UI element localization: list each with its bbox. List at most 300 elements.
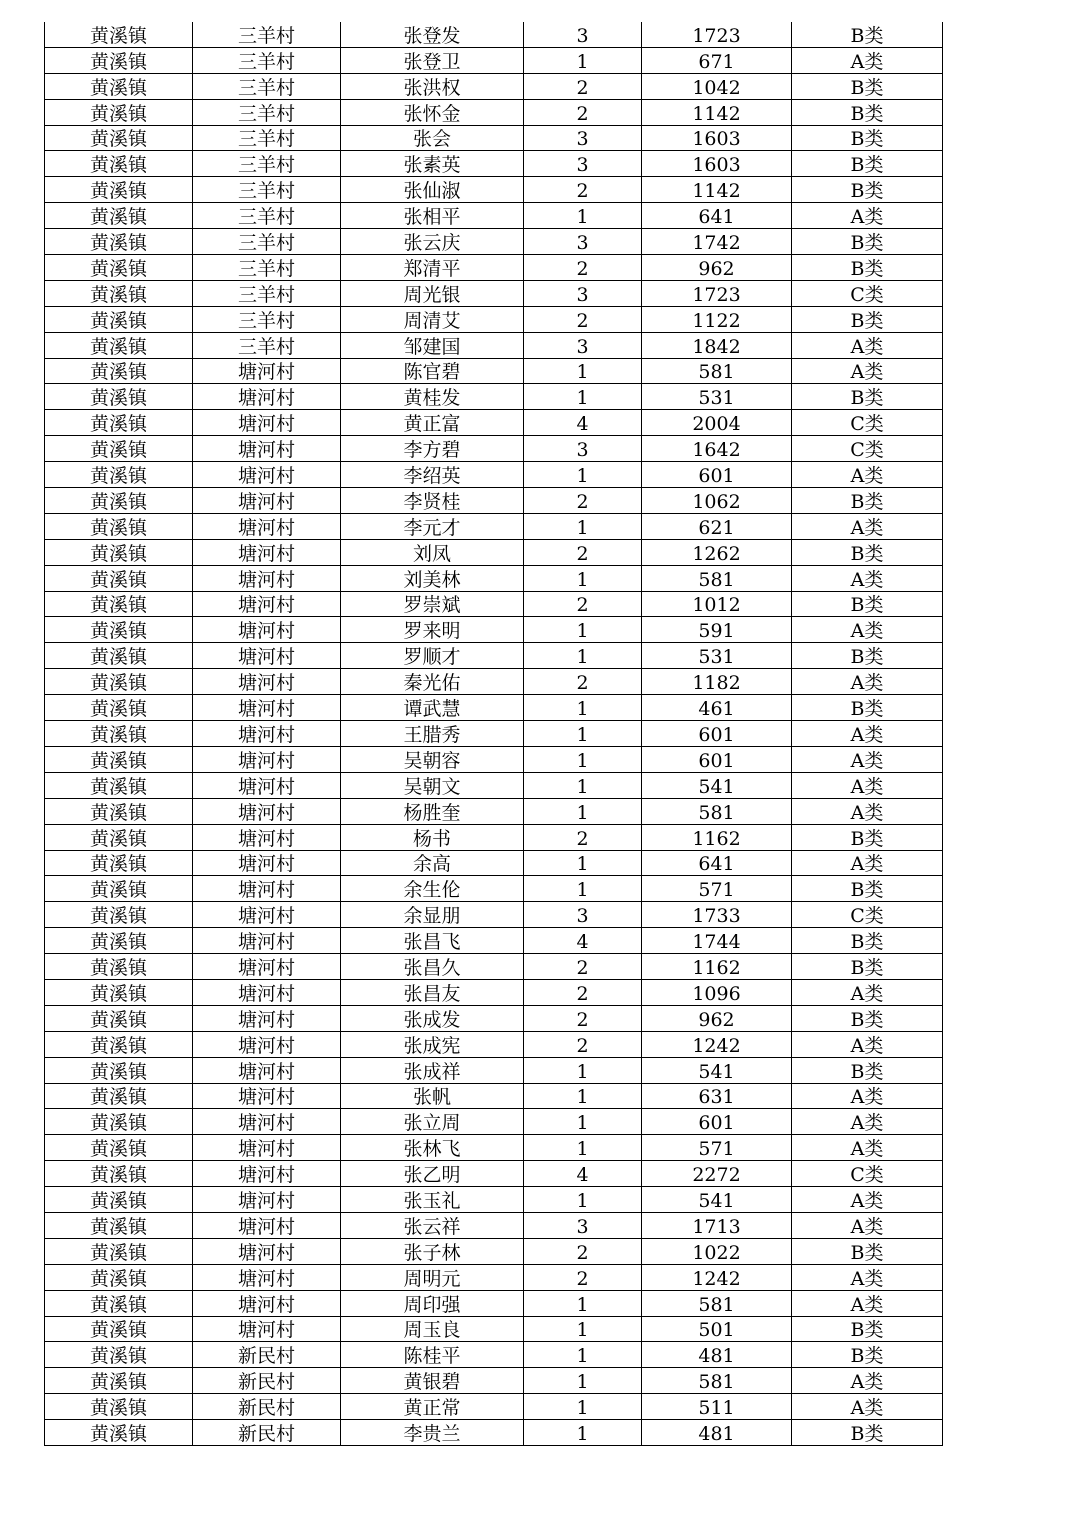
table-row	[45, 1290, 943, 1316]
town-cell: 黄溪镇	[45, 1083, 193, 1109]
name-cell: 张子林	[341, 1238, 524, 1264]
village-cell: 塘河村	[193, 358, 341, 384]
name-cell: 黄桂发	[341, 384, 524, 410]
table-row	[45, 772, 943, 798]
village-cell: 三羊村	[193, 125, 341, 151]
count-cell: 1	[524, 772, 642, 798]
name-cell: 张相平	[341, 203, 524, 229]
table-row	[45, 229, 943, 255]
category-cell: B类	[792, 73, 943, 99]
count-cell: 2	[524, 1005, 642, 1031]
name-cell: 郑清平	[341, 255, 524, 281]
table-row	[45, 255, 943, 281]
count-cell: 2	[524, 591, 642, 617]
name-cell: 陈官碧	[341, 358, 524, 384]
amount-cell: 481	[642, 1420, 792, 1446]
town-cell: 黄溪镇	[45, 1342, 193, 1368]
category-cell: B类	[792, 1316, 943, 1342]
village-cell: 塘河村	[193, 1290, 341, 1316]
name-cell: 张云祥	[341, 1212, 524, 1238]
village-cell: 三羊村	[193, 177, 341, 203]
category-cell: B类	[792, 255, 943, 281]
count-cell: 2	[524, 954, 642, 980]
amount-cell: 571	[642, 1135, 792, 1161]
table-row	[45, 746, 943, 772]
amount-cell: 571	[642, 876, 792, 902]
town-cell: 黄溪镇	[45, 1161, 193, 1187]
table-row	[45, 565, 943, 591]
amount-cell: 1723	[642, 280, 792, 306]
town-cell: 黄溪镇	[45, 151, 193, 177]
count-cell: 1	[524, 850, 642, 876]
category-cell: B类	[792, 824, 943, 850]
village-cell: 新民村	[193, 1368, 341, 1394]
amount-cell: 581	[642, 798, 792, 824]
village-cell: 三羊村	[193, 22, 341, 47]
name-cell: 余生伦	[341, 876, 524, 902]
village-cell: 塘河村	[193, 1135, 341, 1161]
town-cell: 黄溪镇	[45, 229, 193, 255]
village-cell: 塘河村	[193, 850, 341, 876]
count-cell: 1	[524, 617, 642, 643]
count-cell: 2	[524, 73, 642, 99]
town-cell: 黄溪镇	[45, 565, 193, 591]
village-cell: 塘河村	[193, 695, 341, 721]
name-cell: 黄正常	[341, 1394, 524, 1420]
data-table	[44, 22, 943, 1446]
count-cell: 1	[524, 1420, 642, 1446]
village-cell: 塘河村	[193, 1187, 341, 1213]
town-cell: 黄溪镇	[45, 617, 193, 643]
category-cell: B类	[792, 1420, 943, 1446]
amount-cell: 541	[642, 1057, 792, 1083]
category-cell: A类	[792, 1031, 943, 1057]
name-cell: 张登卫	[341, 47, 524, 73]
village-cell: 塘河村	[193, 1238, 341, 1264]
count-cell: 2	[524, 669, 642, 695]
village-cell: 新民村	[193, 1342, 341, 1368]
village-cell: 三羊村	[193, 99, 341, 125]
village-cell: 新民村	[193, 1420, 341, 1446]
amount-cell: 541	[642, 772, 792, 798]
village-cell: 塘河村	[193, 539, 341, 565]
table-row	[45, 928, 943, 954]
amount-cell: 1713	[642, 1212, 792, 1238]
amount-cell: 1162	[642, 824, 792, 850]
town-cell: 黄溪镇	[45, 979, 193, 1005]
count-cell: 1	[524, 1109, 642, 1135]
town-cell: 黄溪镇	[45, 721, 193, 747]
count-cell: 2	[524, 979, 642, 1005]
town-cell: 黄溪镇	[45, 1135, 193, 1161]
amount-cell: 591	[642, 617, 792, 643]
count-cell: 1	[524, 1290, 642, 1316]
amount-cell: 1012	[642, 591, 792, 617]
amount-cell: 641	[642, 203, 792, 229]
name-cell: 张会	[341, 125, 524, 151]
table-row	[45, 1368, 943, 1394]
town-cell: 黄溪镇	[45, 1368, 193, 1394]
category-cell: B类	[792, 928, 943, 954]
count-cell: 1	[524, 746, 642, 772]
village-cell: 三羊村	[193, 332, 341, 358]
category-cell: A类	[792, 721, 943, 747]
amount-cell: 1162	[642, 954, 792, 980]
amount-cell: 2272	[642, 1161, 792, 1187]
category-cell: B类	[792, 643, 943, 669]
town-cell: 黄溪镇	[45, 1005, 193, 1031]
count-cell: 2	[524, 255, 642, 281]
name-cell: 邹建国	[341, 332, 524, 358]
name-cell: 罗来明	[341, 617, 524, 643]
name-cell: 李贤桂	[341, 488, 524, 514]
name-cell: 余显朋	[341, 902, 524, 928]
town-cell: 黄溪镇	[45, 1212, 193, 1238]
table-row	[45, 902, 943, 928]
count-cell: 1	[524, 1083, 642, 1109]
category-cell: B类	[792, 384, 943, 410]
village-cell: 三羊村	[193, 229, 341, 255]
village-cell: 新民村	[193, 1394, 341, 1420]
amount-cell: 1142	[642, 177, 792, 203]
amount-cell: 511	[642, 1394, 792, 1420]
count-cell: 3	[524, 902, 642, 928]
category-cell: A类	[792, 1212, 943, 1238]
amount-cell: 531	[642, 643, 792, 669]
village-cell: 塘河村	[193, 1057, 341, 1083]
village-cell: 塘河村	[193, 772, 341, 798]
count-cell: 1	[524, 1316, 642, 1342]
table-row	[45, 1187, 943, 1213]
category-cell: A类	[792, 47, 943, 73]
name-cell: 罗崇斌	[341, 591, 524, 617]
category-cell: A类	[792, 746, 943, 772]
town-cell: 黄溪镇	[45, 591, 193, 617]
town-cell: 黄溪镇	[45, 1031, 193, 1057]
count-cell: 1	[524, 47, 642, 73]
count-cell: 2	[524, 1031, 642, 1057]
village-cell: 塘河村	[193, 721, 341, 747]
count-cell: 1	[524, 358, 642, 384]
village-cell: 塘河村	[193, 384, 341, 410]
name-cell: 张林飞	[341, 1135, 524, 1161]
table-row	[45, 591, 943, 617]
amount-cell: 1142	[642, 99, 792, 125]
table-row	[45, 1109, 943, 1135]
amount-cell: 1242	[642, 1031, 792, 1057]
category-cell: B类	[792, 539, 943, 565]
table-row	[45, 332, 943, 358]
name-cell: 张帆	[341, 1083, 524, 1109]
amount-cell: 601	[642, 462, 792, 488]
name-cell: 李绍英	[341, 462, 524, 488]
category-cell: A类	[792, 669, 943, 695]
table-row	[45, 1394, 943, 1420]
village-cell: 塘河村	[193, 1109, 341, 1135]
table-row	[45, 410, 943, 436]
village-cell: 三羊村	[193, 306, 341, 332]
village-cell: 塘河村	[193, 462, 341, 488]
town-cell: 黄溪镇	[45, 255, 193, 281]
village-cell: 塘河村	[193, 591, 341, 617]
table-row	[45, 1031, 943, 1057]
village-cell: 塘河村	[193, 746, 341, 772]
table-row	[45, 1005, 943, 1031]
category-cell: A类	[792, 332, 943, 358]
name-cell: 吴朝文	[341, 772, 524, 798]
count-cell: 1	[524, 695, 642, 721]
table-row	[45, 617, 943, 643]
name-cell: 黄银碧	[341, 1368, 524, 1394]
town-cell: 黄溪镇	[45, 332, 193, 358]
amount-cell: 621	[642, 513, 792, 539]
amount-cell: 1122	[642, 306, 792, 332]
town-cell: 黄溪镇	[45, 876, 193, 902]
village-cell: 塘河村	[193, 565, 341, 591]
table-row	[45, 73, 943, 99]
village-cell: 塘河村	[193, 928, 341, 954]
table-row	[45, 1057, 943, 1083]
name-cell: 张玉礼	[341, 1187, 524, 1213]
amount-cell: 461	[642, 695, 792, 721]
town-cell: 黄溪镇	[45, 1109, 193, 1135]
table-row	[45, 1238, 943, 1264]
name-cell: 周印强	[341, 1290, 524, 1316]
village-cell: 塘河村	[193, 979, 341, 1005]
village-cell: 塘河村	[193, 1161, 341, 1187]
table-row	[45, 669, 943, 695]
name-cell: 张登发	[341, 22, 524, 47]
amount-cell: 601	[642, 746, 792, 772]
count-cell: 1	[524, 721, 642, 747]
name-cell: 余高	[341, 850, 524, 876]
category-cell: A类	[792, 979, 943, 1005]
amount-cell: 601	[642, 1109, 792, 1135]
village-cell: 塘河村	[193, 1316, 341, 1342]
name-cell: 周玉良	[341, 1316, 524, 1342]
town-cell: 黄溪镇	[45, 928, 193, 954]
category-cell: B类	[792, 1057, 943, 1083]
town-cell: 黄溪镇	[45, 902, 193, 928]
amount-cell: 1042	[642, 73, 792, 99]
category-cell: B类	[792, 695, 943, 721]
count-cell: 1	[524, 462, 642, 488]
count-cell: 3	[524, 1212, 642, 1238]
name-cell: 周光银	[341, 280, 524, 306]
table-row	[45, 177, 943, 203]
table-row	[45, 151, 943, 177]
category-cell: B类	[792, 1342, 943, 1368]
category-cell: A类	[792, 203, 943, 229]
amount-cell: 1242	[642, 1264, 792, 1290]
table-row	[45, 1264, 943, 1290]
town-cell: 黄溪镇	[45, 798, 193, 824]
name-cell: 周清艾	[341, 306, 524, 332]
table-row	[45, 1135, 943, 1161]
amount-cell: 1744	[642, 928, 792, 954]
category-cell: C类	[792, 902, 943, 928]
category-cell: C类	[792, 1161, 943, 1187]
table-row	[45, 1212, 943, 1238]
name-cell: 秦光佑	[341, 669, 524, 695]
category-cell: A类	[792, 513, 943, 539]
count-cell: 2	[524, 1238, 642, 1264]
count-cell: 4	[524, 928, 642, 954]
count-cell: 1	[524, 203, 642, 229]
name-cell: 张昌友	[341, 979, 524, 1005]
category-cell: B类	[792, 99, 943, 125]
amount-cell: 1733	[642, 902, 792, 928]
amount-cell: 1096	[642, 979, 792, 1005]
amount-cell: 1642	[642, 436, 792, 462]
count-cell: 4	[524, 1161, 642, 1187]
table-row	[45, 306, 943, 332]
table-row	[45, 824, 943, 850]
table-row	[45, 539, 943, 565]
name-cell: 张云庆	[341, 229, 524, 255]
amount-cell: 631	[642, 1083, 792, 1109]
table-row	[45, 876, 943, 902]
village-cell: 塘河村	[193, 1005, 341, 1031]
name-cell: 罗顺才	[341, 643, 524, 669]
town-cell: 黄溪镇	[45, 1238, 193, 1264]
category-cell: B类	[792, 1238, 943, 1264]
town-cell: 黄溪镇	[45, 954, 193, 980]
village-cell: 塘河村	[193, 669, 341, 695]
category-cell: A类	[792, 358, 943, 384]
amount-cell: 1723	[642, 22, 792, 47]
town-cell: 黄溪镇	[45, 462, 193, 488]
count-cell: 1	[524, 1342, 642, 1368]
category-cell: A类	[792, 462, 943, 488]
village-cell: 塘河村	[193, 488, 341, 514]
category-cell: A类	[792, 617, 943, 643]
town-cell: 黄溪镇	[45, 1187, 193, 1213]
town-cell: 黄溪镇	[45, 513, 193, 539]
table-row	[45, 488, 943, 514]
name-cell: 周明元	[341, 1264, 524, 1290]
amount-cell: 2004	[642, 410, 792, 436]
town-cell: 黄溪镇	[45, 1394, 193, 1420]
amount-cell: 581	[642, 1290, 792, 1316]
amount-cell: 1842	[642, 332, 792, 358]
amount-cell: 501	[642, 1316, 792, 1342]
category-cell: A类	[792, 1264, 943, 1290]
table-row	[45, 721, 943, 747]
count-cell: 1	[524, 643, 642, 669]
village-cell: 塘河村	[193, 798, 341, 824]
table-row	[45, 954, 943, 980]
table-row	[45, 384, 943, 410]
name-cell: 张成宪	[341, 1031, 524, 1057]
table-row	[45, 203, 943, 229]
village-cell: 塘河村	[193, 643, 341, 669]
table-row	[45, 695, 943, 721]
name-cell: 杨胜奎	[341, 798, 524, 824]
count-cell: 2	[524, 1264, 642, 1290]
table-row	[45, 798, 943, 824]
town-cell: 黄溪镇	[45, 643, 193, 669]
table-row	[45, 1316, 943, 1342]
town-cell: 黄溪镇	[45, 1057, 193, 1083]
count-cell: 2	[524, 488, 642, 514]
town-cell: 黄溪镇	[45, 280, 193, 306]
name-cell: 张怀金	[341, 99, 524, 125]
table-row	[45, 47, 943, 73]
village-cell: 塘河村	[193, 1031, 341, 1057]
town-cell: 黄溪镇	[45, 695, 193, 721]
table-row	[45, 280, 943, 306]
village-cell: 塘河村	[193, 410, 341, 436]
count-cell: 2	[524, 99, 642, 125]
table-row	[45, 436, 943, 462]
name-cell: 李元才	[341, 513, 524, 539]
amount-cell: 1262	[642, 539, 792, 565]
table-row	[45, 125, 943, 151]
village-cell: 塘河村	[193, 1083, 341, 1109]
village-cell: 塘河村	[193, 1212, 341, 1238]
category-cell: B类	[792, 306, 943, 332]
count-cell: 1	[524, 1368, 642, 1394]
amount-cell: 541	[642, 1187, 792, 1213]
town-cell: 黄溪镇	[45, 824, 193, 850]
town-cell: 黄溪镇	[45, 772, 193, 798]
count-cell: 1	[524, 1394, 642, 1420]
count-cell: 4	[524, 410, 642, 436]
category-cell: B类	[792, 125, 943, 151]
town-cell: 黄溪镇	[45, 384, 193, 410]
name-cell: 王腊秀	[341, 721, 524, 747]
amount-cell: 1742	[642, 229, 792, 255]
amount-cell: 581	[642, 358, 792, 384]
village-cell: 塘河村	[193, 954, 341, 980]
table-row	[45, 1161, 943, 1187]
name-cell: 刘凤	[341, 539, 524, 565]
count-cell: 1	[524, 876, 642, 902]
village-cell: 三羊村	[193, 203, 341, 229]
town-cell: 黄溪镇	[45, 1290, 193, 1316]
village-cell: 三羊村	[193, 151, 341, 177]
village-cell: 塘河村	[193, 1264, 341, 1290]
name-cell: 谭武慧	[341, 695, 524, 721]
amount-cell: 601	[642, 721, 792, 747]
town-cell: 黄溪镇	[45, 73, 193, 99]
table-body	[45, 22, 943, 1445]
town-cell: 黄溪镇	[45, 358, 193, 384]
table-row	[45, 643, 943, 669]
name-cell: 黄正富	[341, 410, 524, 436]
count-cell: 3	[524, 125, 642, 151]
name-cell: 李贵兰	[341, 1420, 524, 1446]
name-cell: 张昌飞	[341, 928, 524, 954]
amount-cell: 1603	[642, 151, 792, 177]
village-cell: 三羊村	[193, 47, 341, 73]
category-cell: B类	[792, 954, 943, 980]
category-cell: C类	[792, 280, 943, 306]
name-cell: 杨书	[341, 824, 524, 850]
village-cell: 三羊村	[193, 255, 341, 281]
amount-cell: 1062	[642, 488, 792, 514]
category-cell: B类	[792, 488, 943, 514]
count-cell: 2	[524, 177, 642, 203]
category-cell: B类	[792, 151, 943, 177]
name-cell: 张洪权	[341, 73, 524, 99]
amount-cell: 531	[642, 384, 792, 410]
town-cell: 黄溪镇	[45, 1420, 193, 1446]
village-cell: 塘河村	[193, 513, 341, 539]
category-cell: A类	[792, 1290, 943, 1316]
count-cell: 3	[524, 436, 642, 462]
